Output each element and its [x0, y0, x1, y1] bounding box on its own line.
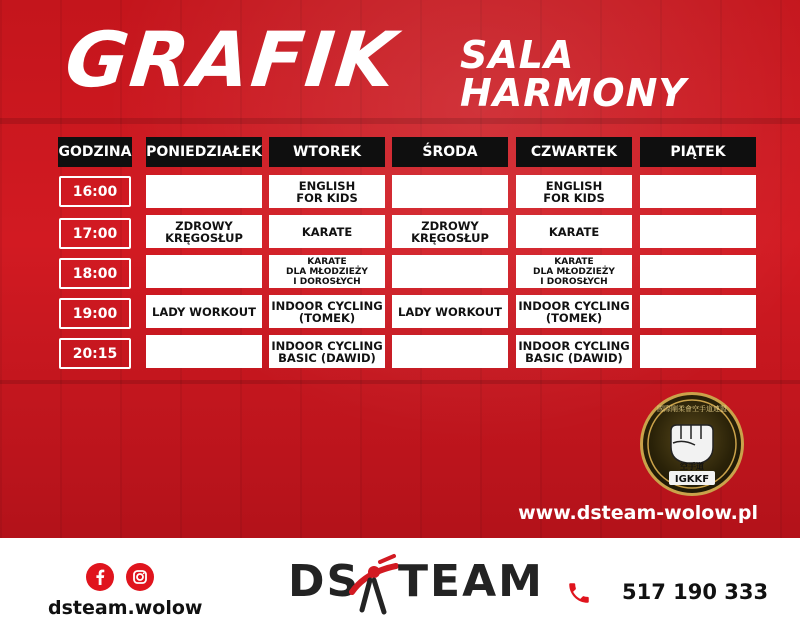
time-slot: 19:00 — [59, 298, 131, 329]
schedule-cell: ENGLISH FOR KIDS — [516, 175, 632, 208]
schedule-cell: LADY WORKOUT — [392, 295, 508, 328]
schedule-cell — [392, 255, 508, 288]
schedule-cell — [640, 295, 756, 328]
background-beam — [0, 118, 800, 124]
schedule-cell: INDOOR CYCLING (TOMEK) — [516, 295, 632, 328]
social-handle: dsteam.wolow — [48, 597, 203, 619]
logo-text-left: DS — [288, 556, 361, 607]
background-beam — [0, 380, 800, 384]
schedule-cell: ZDROWY KRĘGOSŁUP — [392, 215, 508, 248]
schedule-cell — [392, 175, 508, 208]
time-slot: 16:00 — [59, 176, 131, 207]
column-header-hour: GODZINA — [58, 137, 132, 167]
column-header-thursday: CZWARTEK — [516, 137, 632, 167]
schedule-cell: LADY WORKOUT — [146, 295, 262, 328]
schedule-cell: INDOOR CYCLING (TOMEK) — [269, 295, 385, 328]
igkkf-badge — [640, 392, 744, 496]
schedule-cell — [146, 175, 262, 208]
schedule-cell — [640, 215, 756, 248]
logo-text-right: TEAM — [398, 556, 544, 607]
instagram-icon[interactable] — [126, 563, 154, 591]
column-header-monday: PONIEDZIAŁEK — [146, 137, 262, 167]
time-slot: 18:00 — [59, 258, 131, 289]
facebook-icon[interactable] — [86, 563, 114, 591]
badge-center-text: 空手道 — [680, 462, 704, 471]
schedule-cell — [392, 335, 508, 368]
time-slot: 20:15 — [59, 338, 131, 369]
column-header-wednesday: ŚRODA — [392, 137, 508, 167]
schedule-cell: KARATE — [269, 215, 385, 248]
time-slot: 17:00 — [59, 218, 131, 249]
column-header-tuesday: WTOREK — [269, 137, 385, 167]
schedule-cell: ENGLISH FOR KIDS — [269, 175, 385, 208]
schedule-cell: INDOOR CYCLING BASIC (DAWID) — [516, 335, 632, 368]
schedule-cell — [640, 175, 756, 208]
schedule-cell — [146, 255, 262, 288]
schedule-cell — [640, 335, 756, 368]
schedule-cell: KARATE — [516, 215, 632, 248]
poster-subtitle: SALA HARMONY — [460, 33, 687, 115]
column-header-friday: PIĄTEK — [640, 137, 756, 167]
schedule-cell — [640, 255, 756, 288]
schedule-cell: KARATE DLA MŁODZIEŻY I DOROSŁYCH — [516, 255, 632, 288]
fighter-logo-icon — [344, 552, 404, 622]
schedule-cell: ZDROWY KRĘGOSŁUP — [146, 215, 262, 248]
poster-title: GRAFIK — [61, 15, 402, 104]
schedule-cell: INDOOR CYCLING BASIC (DAWID) — [269, 335, 385, 368]
phone-icon[interactable] — [566, 580, 592, 606]
website-link[interactable]: www.dsteam-wolow.pl — [518, 502, 758, 524]
schedule-cell: KARATE DLA MŁODZIEŻY I DOROSŁYCH — [269, 255, 385, 288]
schedule-cell — [146, 335, 262, 368]
phone-number[interactable]: 517 190 333 — [622, 580, 769, 604]
badge-top-text: 國際剛柔會空手道連盟 — [657, 405, 727, 413]
badge-label: IGKKF — [674, 474, 710, 485]
